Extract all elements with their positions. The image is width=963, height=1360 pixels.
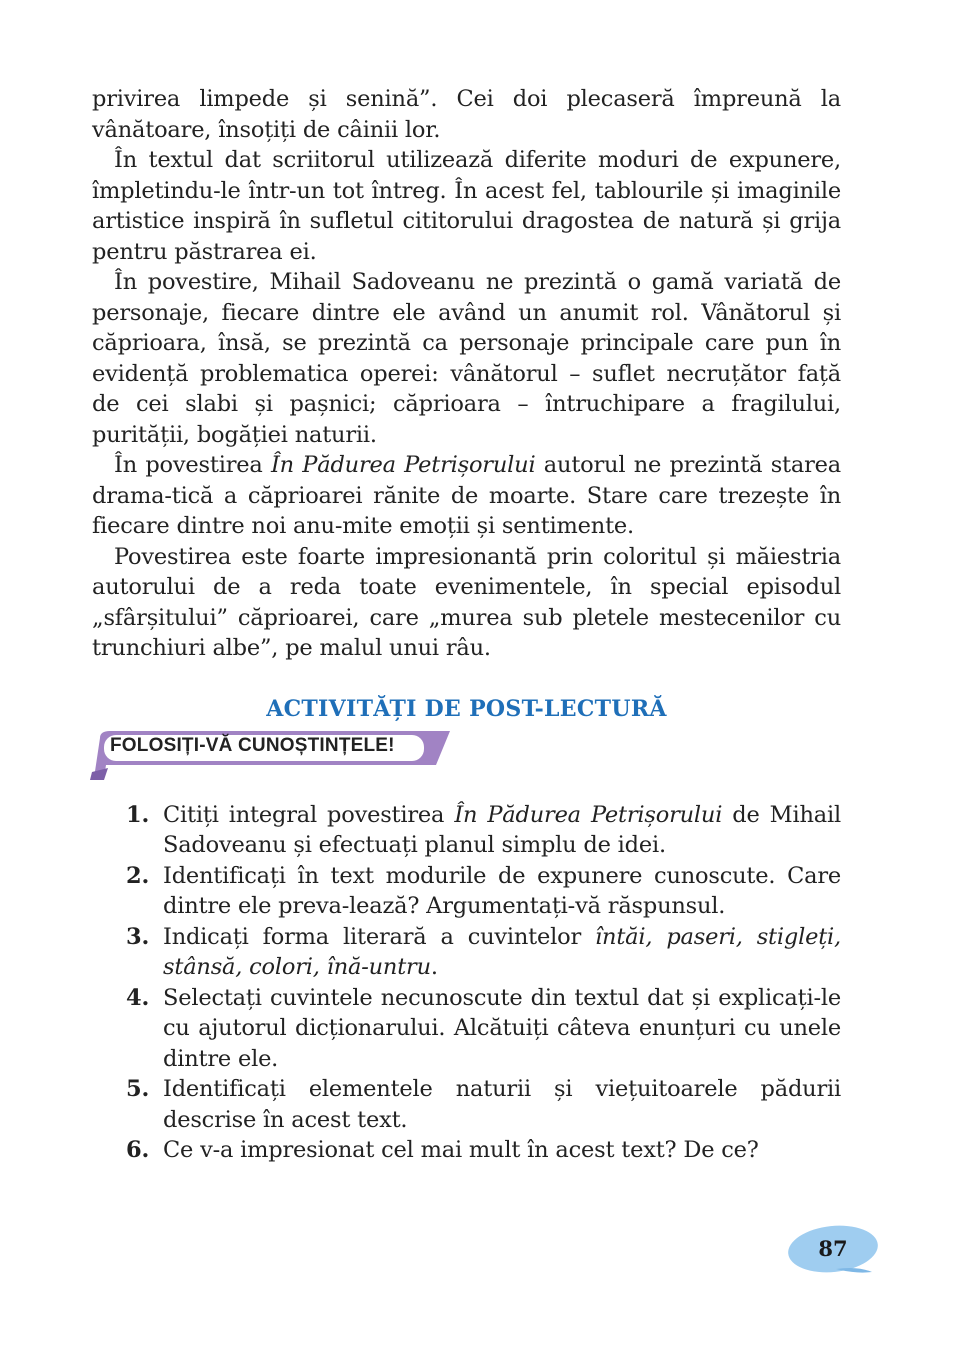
task-text-after: . — [430, 954, 438, 980]
task-text-before: Indicați forma literară a cuvintelor — [163, 923, 596, 950]
task-text-before: Identificați în text modurile de expunere cunoscute. Care dintre ele preva-lează? Argumentați-vă răspunsul. — [163, 862, 841, 919]
task-text-before: Selectați cuvintele necunoscute din textul dat și explicați-le cu ajutorul dicționarului. Alcătuiți câteva enunțuri cu unele dintre ele. — [163, 984, 841, 1072]
task-text — [163, 983, 841, 1075]
task-text — [163, 861, 841, 922]
task-text — [163, 922, 841, 983]
task-text-italic: întăi, paseri, stigleți, stânsă, colori, înă-untru — [163, 923, 841, 980]
list-item — [126, 1135, 841, 1166]
banner-label: FOLOSIȚI-VĂ CUNOȘTINȚELE! — [110, 734, 395, 756]
page-number-badge — [786, 1222, 880, 1278]
paragraph-4 — [92, 450, 841, 542]
task-text — [163, 1074, 841, 1135]
list-item — [126, 922, 841, 983]
page-content — [92, 84, 841, 1166]
task-text — [163, 800, 841, 861]
paragraph-3: În povestire, Mihail Sadoveanu ne prezintă o gamă variată de personaje, fiecare dintre ele având un anumit rol. Vânătorul și căprioara, însă, se prezintă ca personaje principale care pun în evidență problematica operei: vânătorul – suflet necruțător față de cei slabi și pașnici; căprioara – întruchipare a fragilului, purității, bogăției naturii. — [92, 269, 841, 448]
section-title: ACTIVITĂȚI DE POST-LECTURĂ — [266, 695, 667, 722]
task-number: 4. — [126, 984, 150, 1011]
page-number: 87 — [818, 1236, 848, 1261]
list-item — [126, 800, 841, 861]
task-text-after: de Mihail Sadoveanu și efectuați planul simplu de idei. — [163, 801, 841, 858]
story-title-italic: În Pădurea Petrișorului — [270, 452, 536, 478]
paragraph-4-after: autorul ne prezintă starea drama-tică a căprioarei rănite de moarte. Stare care trezește în fiecare dintre noi anu-mite emoții și sentimente. — [92, 452, 841, 539]
task-number: 1. — [126, 801, 150, 828]
task-text-before: Ce v-a impresionat cel mai mult în acest text? De ce? — [163, 1137, 759, 1163]
list-item — [126, 983, 841, 1075]
list-item — [126, 1074, 841, 1135]
task-list — [126, 800, 841, 1166]
task-number: 3. — [126, 923, 150, 950]
task-number: 6. — [126, 1137, 150, 1163]
task-text — [163, 1135, 841, 1166]
list-item — [126, 861, 841, 922]
paragraph-2: În textul dat scriitorul utilizează diferite moduri de expunere, împletindu-le într-un tot întreg. În acest fel, tablourile și imaginile artistice inspiră în sufletul cititorului dragostea de natură și grija pentru păstrarea ei. — [92, 147, 841, 265]
paragraph-4-before: În povestirea — [114, 452, 271, 478]
task-text-before: Citiți integral povestirea — [163, 801, 455, 828]
paragraph-1: privirea limpede și senină”. Cei doi plecaseră împreună la vânătoare, însoțiți de câinii lor. — [92, 86, 841, 143]
task-text-italic: În Pădurea Petrișorului — [454, 801, 723, 828]
task-number: 2. — [126, 862, 150, 889]
activity-banner — [86, 728, 466, 786]
paragraph-5: Povestirea este foarte impresionantă prin coloritul și măiestria autorului de a reda toate evenimentele, în special episodul „sfârșitului” căprioarei, care „murea sub pletele mestecenilor cu trunchiuri albe”, pe malul unui râu. — [92, 543, 841, 661]
task-number: 5. — [126, 1076, 150, 1102]
task-text-before: Identificați elementele naturii și viețuitoarele pădurii descrise în acest text. — [163, 1076, 841, 1133]
